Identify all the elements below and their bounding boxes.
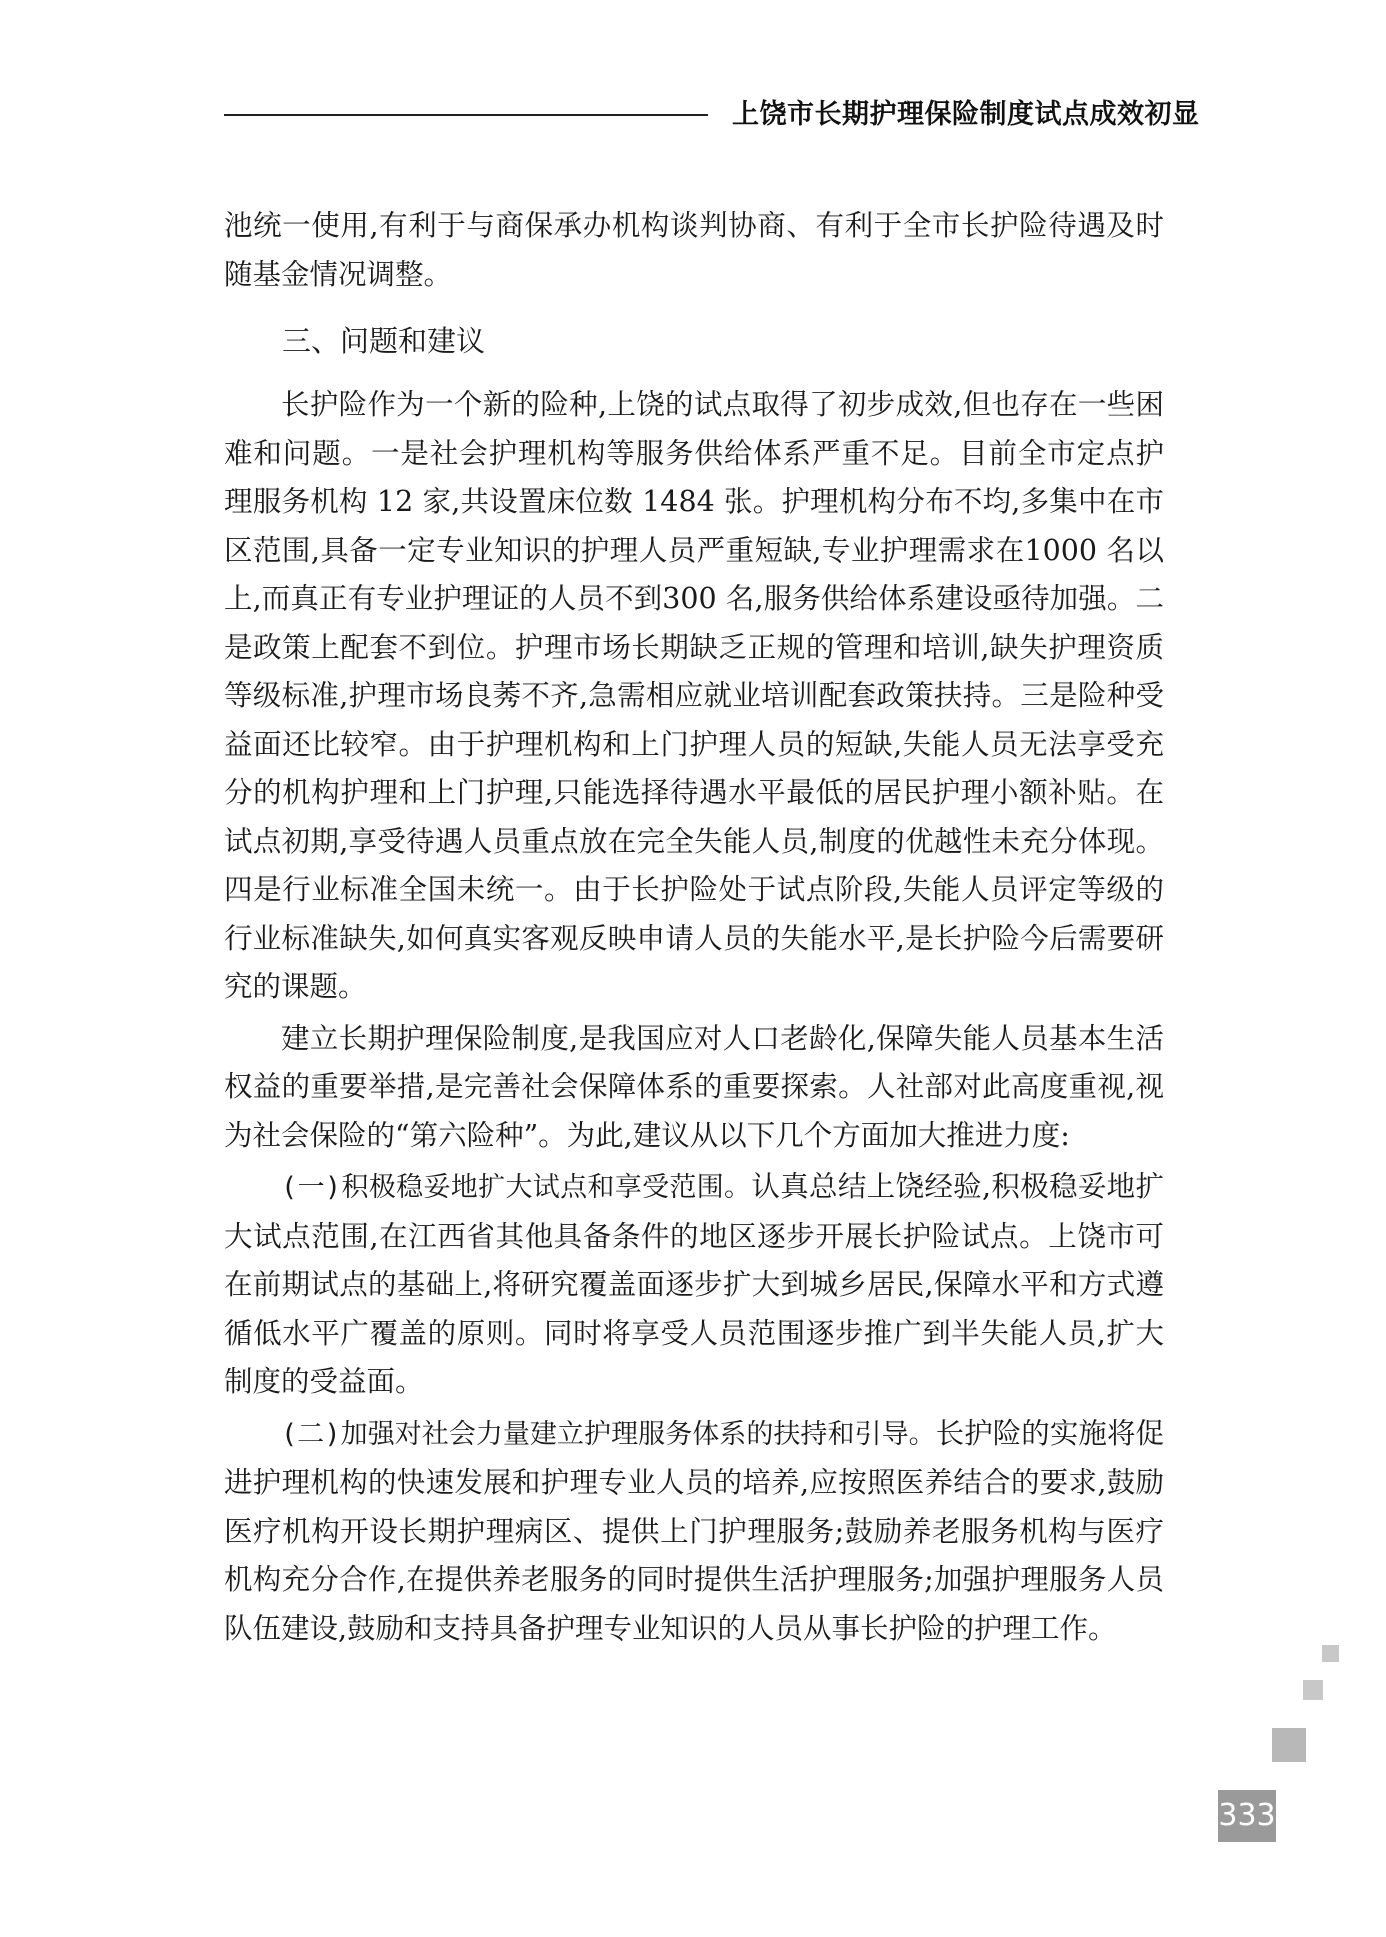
page-body	[224, 202, 1164, 1656]
suggestion-2-title: (二)加强对社会力量建立护理服务体系的扶持和引导。	[281, 1418, 936, 1450]
header-rule	[224, 114, 708, 116]
section-heading: 三、问题和建议	[282, 324, 486, 358]
paragraph-suggestion-2	[224, 1410, 1164, 1654]
paragraph-suggestions-intro: 建立长期护理保险制度,是我国应对人口老龄化,保障失能人员基本生活权益的重要举措,是完善社会保障体系的重要探索。人社部对此高度重视,视为社会保险的“第六险种”。为此,建议从以下几个方面加大推进力度:	[224, 1021, 1164, 1152]
decor-square-medium	[1272, 1728, 1306, 1762]
suggestion-1-title: (一)积极稳妥地扩大试点和享受范围。	[281, 1172, 752, 1203]
decor-square-small-2	[1303, 1680, 1323, 1700]
paragraph-suggestion-1	[224, 1163, 1164, 1407]
paragraph-continued: 池统一使用,有利于与商保承办机构谈判协商、有利于全市长护险待遇及时随基金情况调整。	[224, 209, 1164, 291]
page-number: 333	[1218, 1790, 1276, 1842]
running-header-title: 上饶市长期护理保险制度试点成效初显	[732, 99, 1200, 130]
suggestion-2-text: 长护险的实施将促进护理机构的快速发展和护理专业人员的培养,应按照医养结合的要求,鼓励医疗机构开设长期护理病区、提供上门护理服务;鼓励养老服务机构与医疗机构充分合作,在提供养老服务的同时提供生活护理服务;加强护理服务人员队伍建设,鼓励和支持具备护理专业知识的人员从事长护险的护理工作。	[224, 1416, 1164, 1645]
paragraph-problems: 长护险作为一个新的险种,上饶的试点取得了初步成效,但也存在一些困难和问题。一是社会护理机构等服务供给体系严重不足。目前全市定点护理服务机构 12 家,共设置床位数 1484 张。护理机构分布不均,多集中在市区范围,具备一定专业知识的护理人员严重短缺,专业护理需求在1000 名以上,而真正有专业护理证的人员不到300 名,服务供给体系建设亟待加强。二是政策上配套不到位。护理市场长期缺乏正规的管理和培训,缺失护理资质等级标准,护理市场良莠不齐,急需相应就业培训配套政策扶持。三是险种受益面还比较窄。由于护理机构和上门护理人员的短缺,失能人员无法享受充分的机构护理和上门护理,只能选择待遇水平最低的居民护理小额补贴。在试点初期,享受待遇人员重点放在完全失能人员,制度的优越性未充分体现。四是行业标准全国未统一。由于长护险处于试点阶段,失能人员评定等级的行业标准缺失,如何真实客观反映申请人员的失能水平,是长护险今后需要研究的课题。	[224, 388, 1164, 1003]
decor-square-small	[1322, 1645, 1339, 1662]
suggestion-1-text: 认真总结上饶经验,积极稳妥地扩大试点范围,在江西省其他具备条件的地区逐步开展长护险试点。上饶市可在前期试点的基础上,将研究覆盖面逐步扩大到城乡居民,保障水平和方式遵循低水平广覆盖的原则。同时将享受人员范围逐步推广到半失能人员,扩大制度的受益面。	[224, 1170, 1164, 1398]
